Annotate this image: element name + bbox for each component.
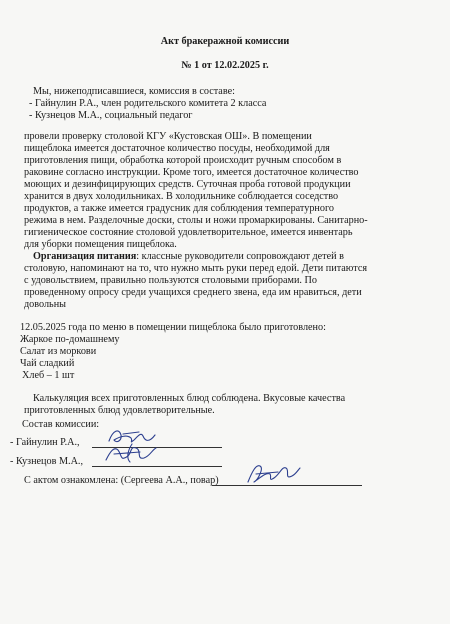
organization-text: : классные руководители сопровождают детей в [136, 251, 344, 262]
inspection-line-4: раковине согласно инструкции. Кроме того, имеется достаточное количество [24, 167, 359, 178]
organization-line-5: довольны [24, 299, 67, 310]
inspection-line-5: моющих и дезинфицирующих средств. Суточная проба готовой продукции [24, 179, 351, 190]
signature-2-image [100, 440, 162, 466]
menu-item-1: Жаркое по-домашнему [20, 334, 120, 345]
signature-1-label: - Гайнулин Р.А., [10, 437, 80, 448]
calculation-line-2: приготовленных блюд удовлетворительные. [24, 405, 215, 416]
acknowledgement-signature-image [242, 458, 302, 488]
inspection-line-6: хранится в двух холодильниках. В холодильнике соблюдается соседство [24, 191, 339, 202]
organization-line-3: с удовольствием, правильно пользуются столовыми приборами. По [24, 275, 317, 286]
commission-member-2: - Кузнецов М.А., социальный педагог [29, 110, 193, 121]
document-title: Акт бракеражной комиссии [160, 36, 290, 47]
inspection-line-9: гигиеническое состояние столовой удовлетворительное, имеется инвентарь [24, 227, 353, 238]
inspection-line-10: для уборки помещения пищеблока. [24, 239, 177, 250]
organization-line-1 [33, 251, 344, 263]
inspection-line-1: провели проверку столовой КГУ «Кустовская ОШ». В помещении [24, 131, 312, 142]
signature-2-line [92, 466, 222, 467]
menu-item-2: Салат из моркови [20, 346, 97, 357]
inspection-line-3: приготовления пищи, обработка которой происходит ручным способом в [24, 155, 342, 166]
menu-intro: 12.05.2025 года по меню в помещении пищеблока было приготовлено: [20, 322, 326, 333]
organization-heading: Организация питания [33, 251, 137, 262]
inspection-line-7: продуктов, а также имеется градусник для соблюдения температурного [24, 203, 334, 214]
document-number: № 1 от 12.02.2025 г. [181, 60, 269, 71]
commission-intro: Мы, нижеподписавшиеся, комиссия в составе: [33, 86, 235, 97]
menu-item-4: Хлеб – 1 шт [22, 370, 75, 381]
organization-line-4: проведенному опросу среди учащихся среднего звена, еда им нравиться, дети [24, 287, 362, 298]
acknowledgement-label: С актом ознакомлена: (Сергеева А.А., повар) [24, 475, 219, 486]
signature-2-label: - Кузнецов М.А., [10, 456, 84, 467]
menu-item-3: Чай сладкий [20, 358, 75, 369]
calculation-line-1: Калькуляция всех приготовленных блюд соблюдена. Вкусовые качества [33, 393, 346, 404]
inspection-line-8: режима в нем. Разделочные доски, столы и ножи промаркированы. Санитарно- [24, 215, 368, 226]
organization-line-2: столовую, напоминают на то, что нужно мыть руки перед едой. Дети питаются [24, 263, 368, 274]
composition-label: Состав комиссии: [22, 419, 100, 430]
commission-member-1: - Гайнулин Р.А., член родительского комитета 2 класса [29, 98, 267, 109]
inspection-line-2: пищеблока имеется достаточное количество посуды, необходимой для [24, 143, 330, 154]
